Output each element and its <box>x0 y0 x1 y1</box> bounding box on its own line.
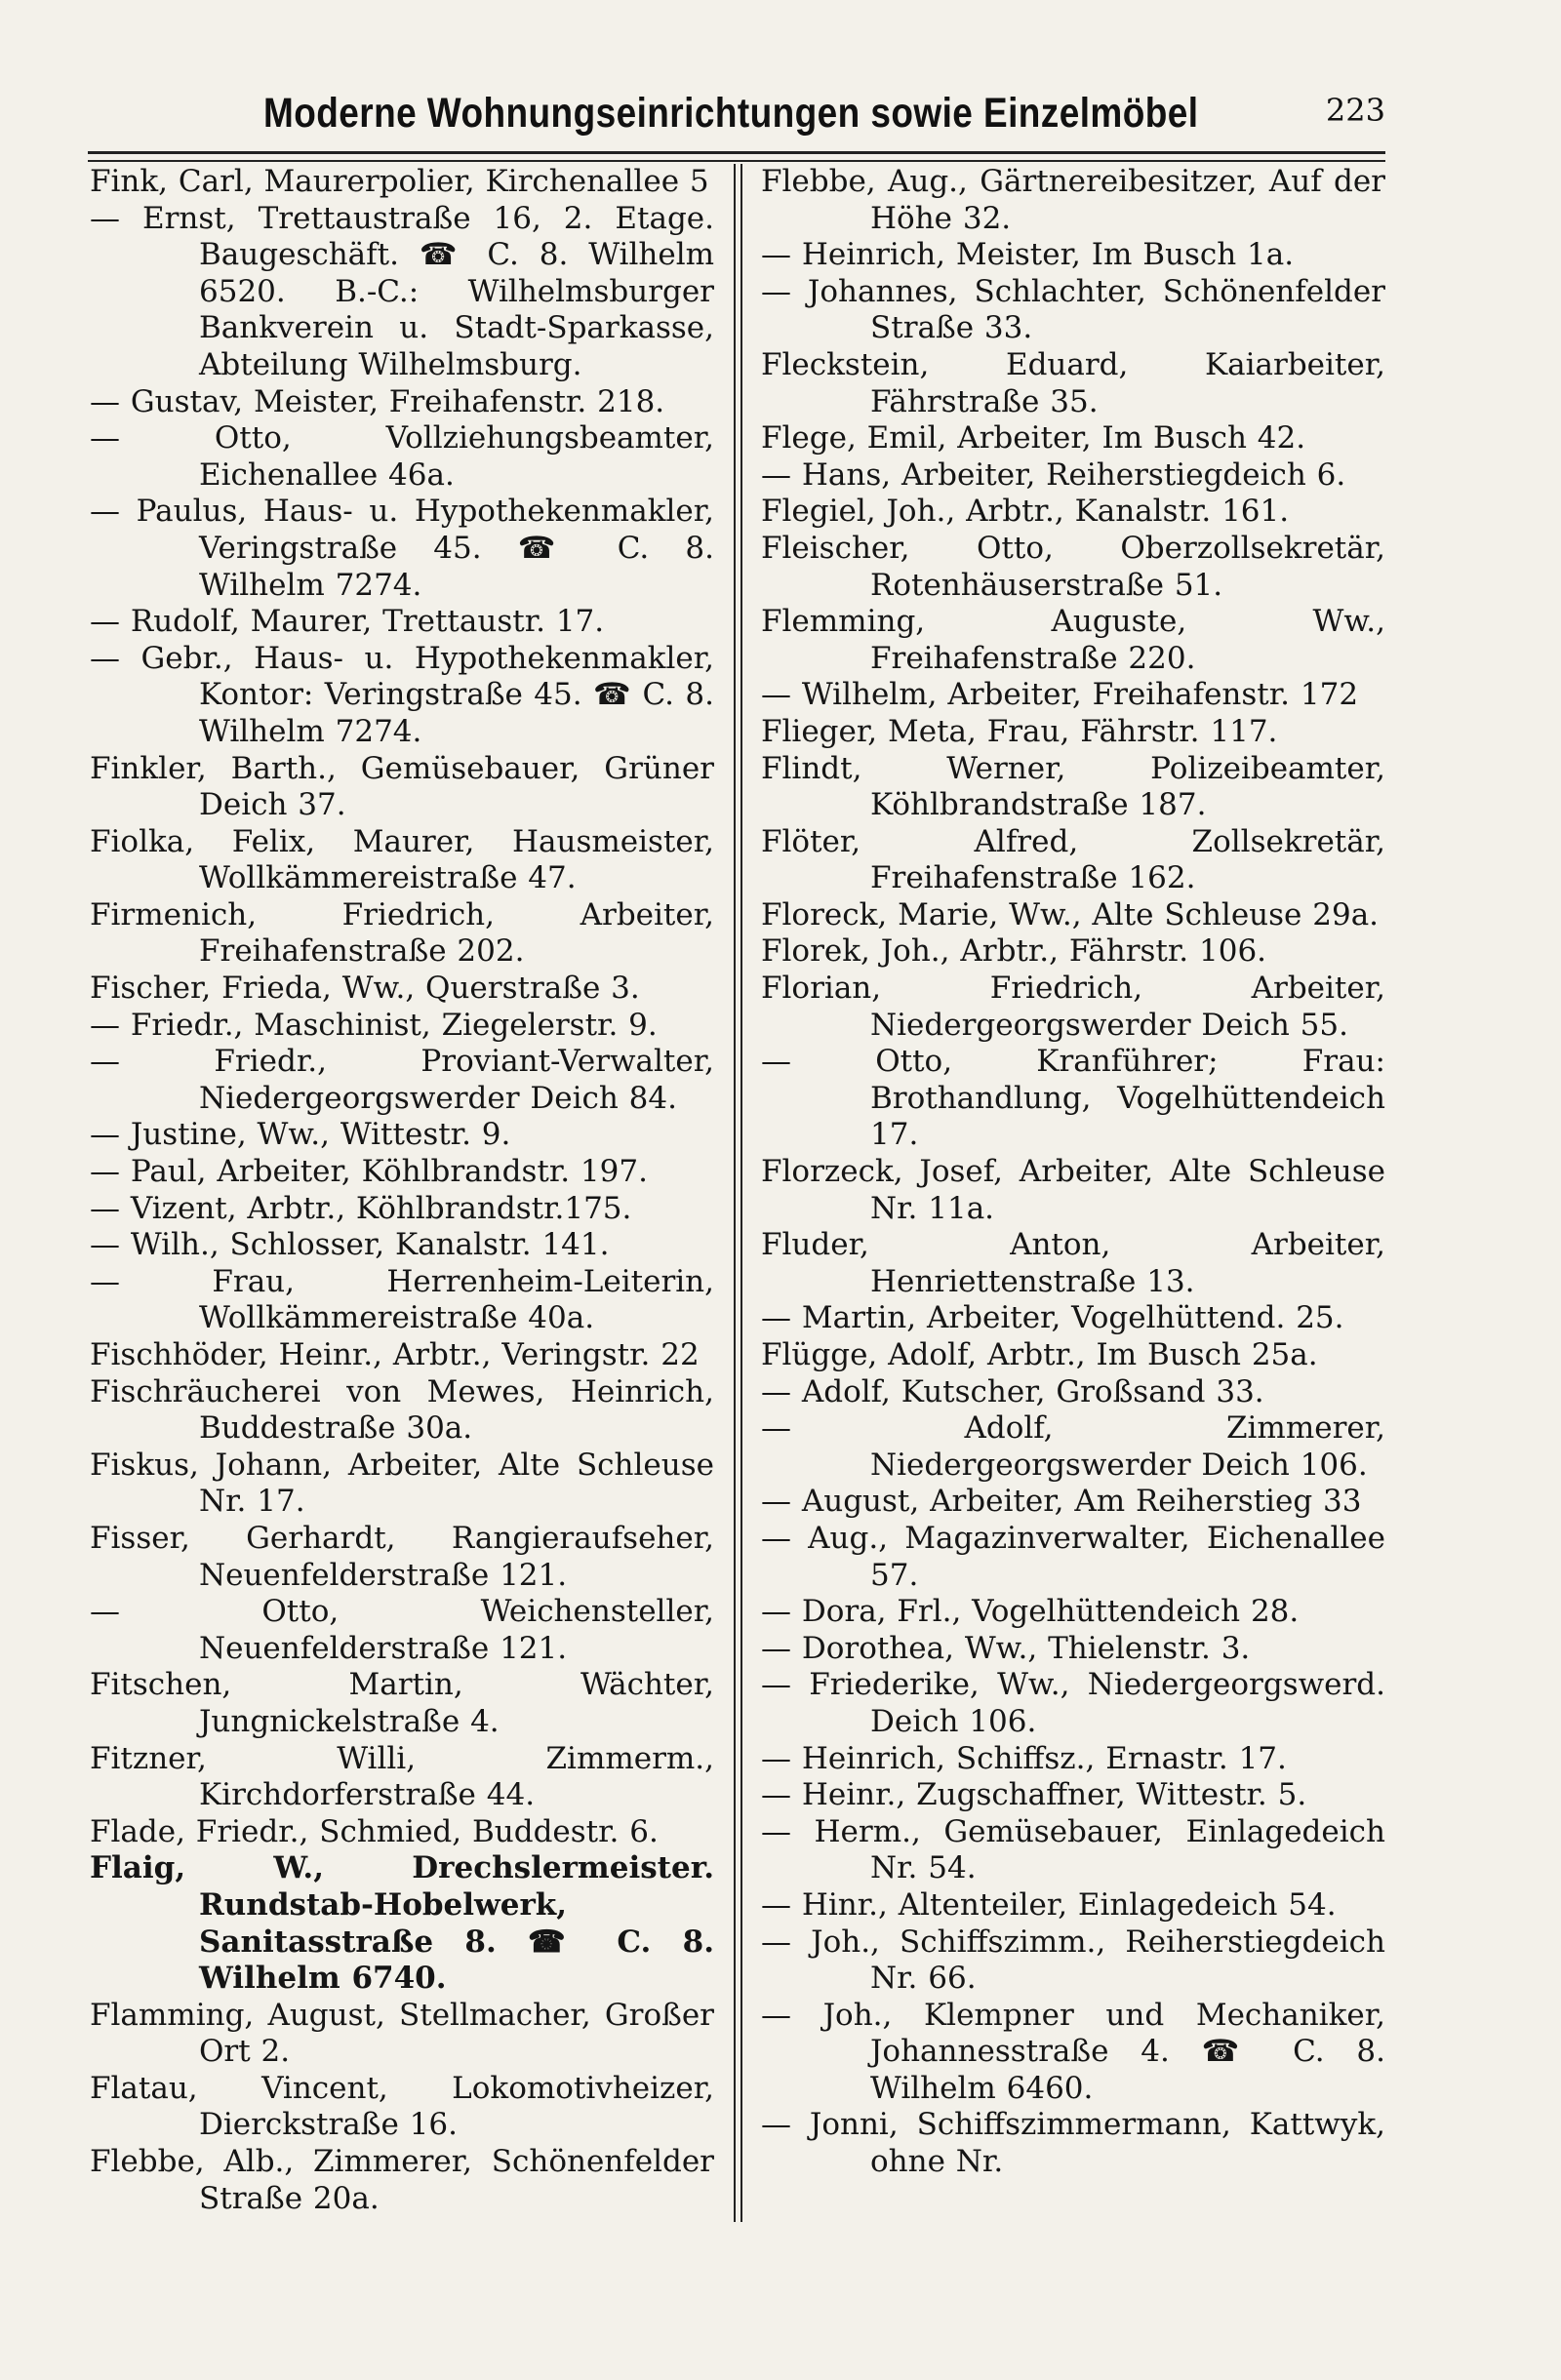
directory-entry: — Heinr., Zugschaffner, Wittestr. 5. <box>761 1777 1307 1813</box>
directory-entry: — Adolf, Zimmerer, Niedergeorgswerder Deich 106. <box>761 1410 1385 1483</box>
directory-entry: Flebbe, Aug., Gärtnereibesitzer, Auf der Höhe 32. <box>761 164 1385 236</box>
directory-entry: — Martin, Arbeiter, Vogelhüttend. 25. <box>761 1300 1344 1336</box>
directory-entry: — Heinrich, Schiffsz., Ernastr. 17. <box>761 1740 1287 1776</box>
directory-entry: — Wilhelm, Arbeiter, Freihafenstr. 172 <box>761 677 1359 713</box>
directory-entry: — Frau, Herrenheim-Leiterin, Wollkämmereistraße 40a. <box>90 1263 714 1336</box>
directory-entry: Fleckstein, Eduard, Kaiarbeiter, Fährstraße 35. <box>761 346 1385 419</box>
directory-entry: Floreck, Marie, Ww., Alte Schleuse 29a. <box>761 896 1380 932</box>
page-header-title: Moderne Wohnungseinrichtungen sowie Einzelmöbel <box>263 90 1199 137</box>
directory-entry: Fitzner, Willi, Zimmerm., Kirchdorferstraße 44. <box>90 1740 714 1813</box>
directory-entry: Fischer, Frieda, Ww., Querstraße 3. <box>90 971 640 1007</box>
directory-entry: — August, Arbeiter, Am Reiherstieg 33 <box>761 1484 1362 1520</box>
directory-entry: Flade, Friedr., Schmied, Buddestr. 6. <box>90 1813 659 1849</box>
page-number: 223 <box>1325 92 1385 129</box>
directory-entry: — Dorothea, Ww., Thielenstr. 3. <box>761 1630 1251 1666</box>
directory-entry: — Johannes, Schlachter, Schönenfelder Straße 33. <box>761 273 1385 346</box>
directory-entry: — Joh., Schiffszimm., Reiherstiegdeich Nr. 66. <box>761 1924 1385 1997</box>
directory-entry: Flöter, Alfred, Zollsekretär, Freihafenstraße 162. <box>761 823 1385 896</box>
directory-entry: — Herm., Gemüsebauer, Einlagedeich Nr. 54. <box>761 1813 1385 1886</box>
directory-entry: Fischhöder, Heinr., Arbtr., Veringstr. 22 <box>90 1337 700 1372</box>
directory-entry: Finkler, Barth., Gemüsebauer, Grüner Deich 37. <box>90 750 714 823</box>
directory-entry: — Joh., Klempner und Mechaniker, Johannesstraße 4. ☎ C. 8. Wilhelm 6460. <box>761 1997 1385 2106</box>
directory-entry: Fink, Carl, Maurerpolier, Kirchenallee 5 <box>90 164 709 199</box>
directory-entry: — Otto, Kranführer; Frau: Brothandlung, Vogelhüttendeich 17. <box>761 1044 1385 1153</box>
directory-entry: — Friederike, Ww., Niedergeorgswerd. Deich 106. <box>761 1667 1385 1739</box>
directory-entry: Flatau, Vincent, Lokomotivheizer, Dierckstraße 16. <box>90 2070 714 2143</box>
directory-entry: — Gustav, Meister, Freihafenstr. 218. <box>90 383 665 419</box>
directory-entry: Flügge, Adolf, Arbtr., Im Busch 25a. <box>761 1337 1318 1372</box>
directory-entry: — Aug., Magazinverwalter, Eichenallee 57. <box>761 1520 1385 1593</box>
directory-entry: — Dora, Frl., Vogelhüttendeich 28. <box>761 1594 1300 1630</box>
directory-entry: — Otto, Weichensteller, Neuenfelderstraße 121. <box>90 1594 714 1666</box>
header-rule-top <box>88 151 1385 154</box>
directory-entry: Flieger, Meta, Frau, Fährstr. 117. <box>761 713 1278 749</box>
directory-entry: — Justine, Ww., Wittestr. 9. <box>90 1117 511 1153</box>
directory-entry: Florian, Friedrich, Arbeiter, Niedergeorgswerder Deich 55. <box>761 971 1385 1043</box>
directory-entry: — Ernst, Trettaustraße 16, 2. Etage. Baugeschäft. ☎ C. 8. Wilhelm 6520. B.-C.: Wilhelmsburger Bankverein u. Stadt-Sparkasse, Abteilung Wilhelmsburg. <box>90 200 714 382</box>
page-header <box>88 80 1385 148</box>
directory-entry: Fischräucherei von Mewes, Heinrich, Buddestraße 30a. <box>90 1373 714 1447</box>
directory-entry: — Otto, Vollziehungsbeamter, Eichenallee 46a. <box>90 420 714 493</box>
directory-entry: — Adolf, Kutscher, Großsand 33. <box>761 1373 1264 1409</box>
directory-entry: — Heinrich, Meister, Im Busch 1a. <box>761 237 1295 273</box>
directory-entry: — Friedr., Maschinist, Ziegelerstr. 9. <box>90 1007 658 1043</box>
directory-entry: Fisser, Gerhardt, Rangieraufseher, Neuenfelderstraße 121. <box>90 1520 714 1593</box>
directory-entry: — Gebr., Haus- u. Hypothekenmakler, Kontor: Veringstraße 45. ☎ C. 8. Wilhelm 7274. <box>90 640 714 749</box>
directory-entry: Flegiel, Joh., Arbtr., Kanalstr. 161. <box>761 494 1290 530</box>
directory-entry: Flamming, August, Stellmacher, Großer Ort 2. <box>90 1997 714 2070</box>
directory-entry: — Jonni, Schiffszimmermann, Kattwyk, ohne Nr. <box>761 2107 1385 2180</box>
directory-entry: — Hinr., Altenteiler, Einlagedeich 54. <box>761 1886 1337 1923</box>
header-rule-bottom <box>88 160 1385 162</box>
column-divider-left-line <box>734 164 736 2222</box>
directory-entry: Flege, Emil, Arbeiter, Im Busch 42. <box>761 420 1306 456</box>
directory-entry: — Rudolf, Maurer, Trettaustr. 17. <box>90 604 605 640</box>
directory-entry: Florzeck, Josef, Arbeiter, Alte Schleuse Nr. 11a. <box>761 1154 1385 1226</box>
directory-entry: — Wilh., Schlosser, Kanalstr. 141. <box>90 1227 610 1263</box>
directory-entry: Flemming, Auguste, Ww., Freihafenstraße 220. <box>761 604 1385 676</box>
directory-entry: Firmenich, Friedrich, Arbeiter, Freihafenstraße 202. <box>90 896 714 970</box>
directory-entry: Fleischer, Otto, Oberzollsekretär, Rotenhäuserstraße 51. <box>761 530 1385 603</box>
directory-entry: — Friedr., Proviant-Verwalter, Niedergeorgswerder Deich 84. <box>90 1044 714 1116</box>
directory-entry: Fluder, Anton, Arbeiter, Henriettenstraße 13. <box>761 1227 1385 1299</box>
directory-entry: Fiolka, Felix, Maurer, Hausmeister, Wollkämmereistraße 47. <box>90 823 714 896</box>
column-divider-right-line <box>740 164 742 2222</box>
directory-entry: Fiskus, Johann, Arbeiter, Alte Schleuse Nr. 17. <box>90 1447 714 1520</box>
directory-entry: — Hans, Arbeiter, Reiherstiegdeich 6. <box>761 456 1346 493</box>
directory-entry: Flindt, Werner, Polizeibeamter, Köhlbrandstraße 187. <box>761 750 1385 823</box>
directory-entry-bold: Flaig, W., Drechslermeister. Rundstab-Hobelwerk, Sanitasstraße 8. ☎ C. 8. Wilhelm 6740. <box>90 1850 714 1997</box>
directory-entry: Flebbe, Alb., Zimmerer, Schönenfelder Straße 20a. <box>90 2144 714 2216</box>
left-column <box>90 164 714 2241</box>
directory-entry: — Paul, Arbeiter, Köhlbrandstr. 197. <box>90 1154 648 1190</box>
right-column <box>761 164 1385 2241</box>
directory-entry: — Vizent, Arbtr., Köhlbrandstr.175. <box>90 1190 632 1226</box>
directory-entry: Fitschen, Martin, Wächter, Jungnickelstraße 4. <box>90 1667 714 1739</box>
directory-entry: Florek, Joh., Arbtr., Fährstr. 106. <box>761 933 1267 970</box>
directory-entry: — Paulus, Haus- u. Hypothekenmakler, Veringstraße 45. ☎ C. 8. Wilhelm 7274. <box>90 494 714 603</box>
